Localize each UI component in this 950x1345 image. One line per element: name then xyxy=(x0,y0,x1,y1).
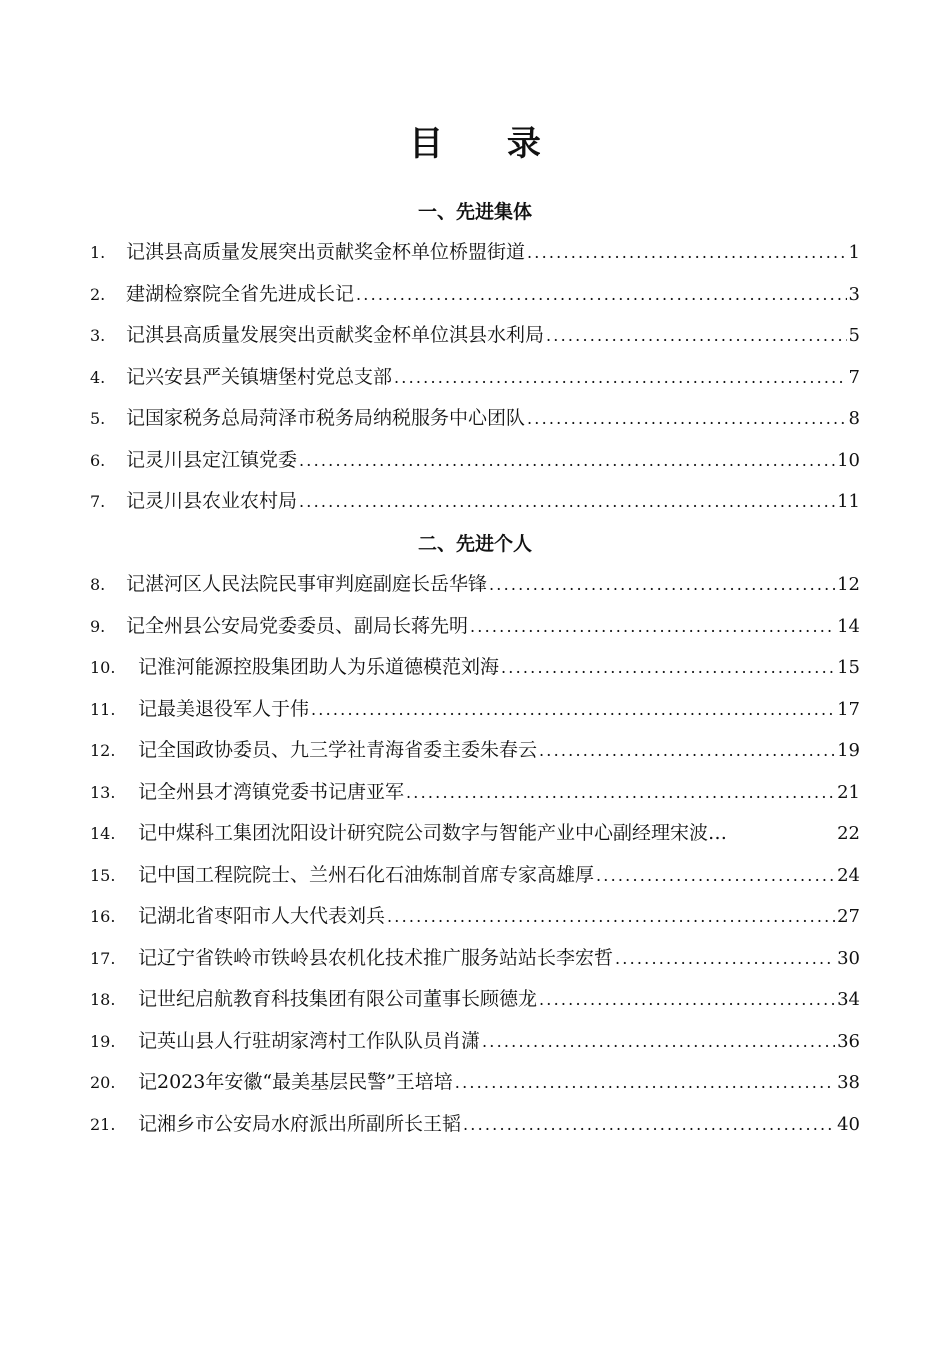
dot-leader xyxy=(455,1068,835,1098)
toc-entry-title: 记淮河能源控股集团助人为乐道德模范刘海 xyxy=(138,656,500,678)
dot-leader xyxy=(463,1110,835,1140)
toc-entry-title: 记灵川县定江镇党委 xyxy=(126,448,298,471)
toc-entry-number: 4. xyxy=(90,367,106,387)
toc-entry-title: 记辽宁省铁岭市铁岭县农机化技术推广服务站站长李宏哲 xyxy=(138,946,614,969)
toc-entry-number: 11. xyxy=(90,699,116,719)
dot-leader xyxy=(615,944,835,974)
toc-entry-number: 19. xyxy=(90,1031,116,1051)
toc-entry[interactable] xyxy=(90,403,860,433)
toc-entry[interactable] xyxy=(90,901,860,931)
toc-entry[interactable] xyxy=(90,694,860,724)
toc-entry-number: 17. xyxy=(90,948,116,968)
section-heading-collectives: 一、先进集体 xyxy=(417,201,532,223)
toc-entry[interactable] xyxy=(90,237,860,267)
dot-leader xyxy=(356,280,847,310)
toc-entry-number: 9. xyxy=(90,616,106,636)
toc-entry[interactable] xyxy=(90,943,860,973)
toc-entry-number: 10. xyxy=(90,658,116,677)
dot-leader xyxy=(527,238,847,268)
toc-entry-page-number: 24 xyxy=(837,864,860,886)
toc-entry[interactable] xyxy=(90,984,860,1014)
toc-entry-number: 12. xyxy=(90,741,116,760)
toc-entry[interactable] xyxy=(90,445,860,475)
toc-entry-page-number: 12 xyxy=(837,574,860,595)
toc-entry-page-number: 21 xyxy=(837,781,860,803)
toc-entry-number: 20. xyxy=(90,1073,116,1092)
dot-leader xyxy=(470,612,835,642)
toc-entry-page-number: 11 xyxy=(837,491,860,512)
toc-entry-title: 记中国工程院院士、兰州石化石油炼制首席专家高雄厚 xyxy=(138,863,595,886)
toc-entry-title: 记国家税务总局菏泽市税务局纳税服务中心团队 xyxy=(126,407,526,429)
dot-leader xyxy=(394,363,847,393)
toc-entry[interactable] xyxy=(90,1026,860,1056)
toc-entry-title: 记全州县公安局党委委员、副局长蒋先明 xyxy=(126,614,469,637)
dot-leader xyxy=(299,446,835,476)
dot-leader xyxy=(596,861,835,891)
toc-entry-title: 记淇县高质量发展突出贡献奖金杯单位桥盟街道 xyxy=(126,241,526,263)
toc-entry-page-number: 1 xyxy=(848,242,860,263)
toc-entry[interactable] xyxy=(90,1109,860,1139)
toc-entry-number: 7. xyxy=(90,492,106,511)
toc-entry-page-number: 7 xyxy=(848,366,860,388)
toc-entry-page-number: 3 xyxy=(848,283,860,305)
toc-entry-page-number: 5 xyxy=(848,325,860,346)
toc-entry-page-number: 38 xyxy=(837,1072,860,1093)
toc-entry-number: 1. xyxy=(90,243,106,262)
dot-leader xyxy=(489,570,835,600)
toc-entry-page-number: 34 xyxy=(837,989,860,1010)
toc-entry-title: 记灵川县农业农村局 xyxy=(126,490,298,512)
toc-entry-number: 21. xyxy=(90,1114,116,1134)
toc-entry-number: 15. xyxy=(90,865,116,885)
toc-entry[interactable] xyxy=(90,320,860,350)
toc-entry-page-number: 22 xyxy=(837,823,860,844)
toc-entry-number: 18. xyxy=(90,990,116,1009)
toc-entry-title: 记湛河区人民法院民事审判庭副庭长岳华锋 xyxy=(126,573,488,595)
toc-entry-number: 3. xyxy=(90,326,106,345)
dot-leader xyxy=(387,902,835,932)
toc-entry[interactable] xyxy=(90,611,860,641)
toc-entry-page-number: 14 xyxy=(837,615,860,637)
dot-leader xyxy=(299,487,835,517)
toc-entry-number: 13. xyxy=(90,782,116,802)
toc-entry[interactable] xyxy=(90,777,860,807)
toc-entry-page-number: 19 xyxy=(837,740,860,761)
toc-entry-number: 5. xyxy=(90,409,106,428)
toc-entry-page-number: 15 xyxy=(837,657,860,678)
toc-entry-title: 记中煤科工集团沈阳设计研究院公司数字与智能产业中心副经理宋波… xyxy=(138,822,728,844)
toc-entry[interactable] xyxy=(90,818,860,848)
toc-entry-title: 记淇县高质量发展突出贡献奖金杯单位淇县水利局 xyxy=(126,324,545,346)
section-heading-individuals: 二、先进个人 xyxy=(417,533,532,555)
dot-leader xyxy=(539,736,835,766)
toc-entry[interactable] xyxy=(90,362,860,392)
toc-entry-title: 记湖北省枣阳市人大代表刘兵 xyxy=(138,905,386,927)
toc-entry-page-number: 27 xyxy=(837,906,860,927)
toc-entry-number: 2. xyxy=(90,284,106,304)
toc-entry-page-number: 40 xyxy=(837,1113,860,1135)
toc-entry-page-number: 17 xyxy=(837,698,860,720)
toc-entry-title: 记最美退役军人于伟 xyxy=(138,697,310,720)
dot-leader xyxy=(406,778,835,808)
toc-entry[interactable] xyxy=(90,279,860,309)
toc-entry-title: 记英山县人行驻胡家湾村工作队队员肖潇 xyxy=(138,1029,481,1052)
toc-entry-number: 16. xyxy=(90,907,116,926)
toc-entry-title: 记全国政协委员、九三学社青海省委主委朱春云 xyxy=(138,739,538,761)
toc-entry-title: 记兴安县严关镇塘堡村党总支部 xyxy=(126,365,393,388)
toc-entry-page-number: 30 xyxy=(837,947,860,969)
toc-entry-page-number: 36 xyxy=(837,1030,860,1052)
dot-leader xyxy=(539,985,835,1015)
toc-entry-number: 6. xyxy=(90,450,106,470)
dot-leader xyxy=(482,1027,835,1057)
toc-entry-title: 记世纪启航教育科技集团有限公司董事长顾德龙 xyxy=(138,988,538,1010)
toc-entry[interactable] xyxy=(90,1067,860,1097)
toc-entry-title: 记湘乡市公安局水府派出所副所长王韬 xyxy=(138,1112,462,1135)
toc-entry-number: 14. xyxy=(90,824,116,843)
page-title: 目 录 xyxy=(409,124,567,164)
dot-leader xyxy=(501,653,835,683)
toc-entry-title: 记全州县才湾镇党委书记唐亚军 xyxy=(138,780,405,803)
toc-entry[interactable] xyxy=(90,652,860,682)
toc-entry-number: 8. xyxy=(90,575,106,594)
toc-entry-title: 记2023年安徽“最美基层民警”王培培 xyxy=(138,1071,453,1093)
dot-leader xyxy=(546,321,847,351)
toc-entry[interactable] xyxy=(90,735,860,765)
toc-entry[interactable] xyxy=(90,486,860,516)
toc-entry[interactable] xyxy=(90,860,860,890)
dot-leader xyxy=(311,695,835,725)
toc-entry-page-number: 8 xyxy=(848,408,860,429)
dot-leader xyxy=(527,404,847,434)
toc-entry-page-number: 10 xyxy=(837,449,860,471)
toc-entry-title: 建湖检察院全省先进成长记 xyxy=(126,282,355,305)
toc-entry[interactable] xyxy=(90,569,860,599)
